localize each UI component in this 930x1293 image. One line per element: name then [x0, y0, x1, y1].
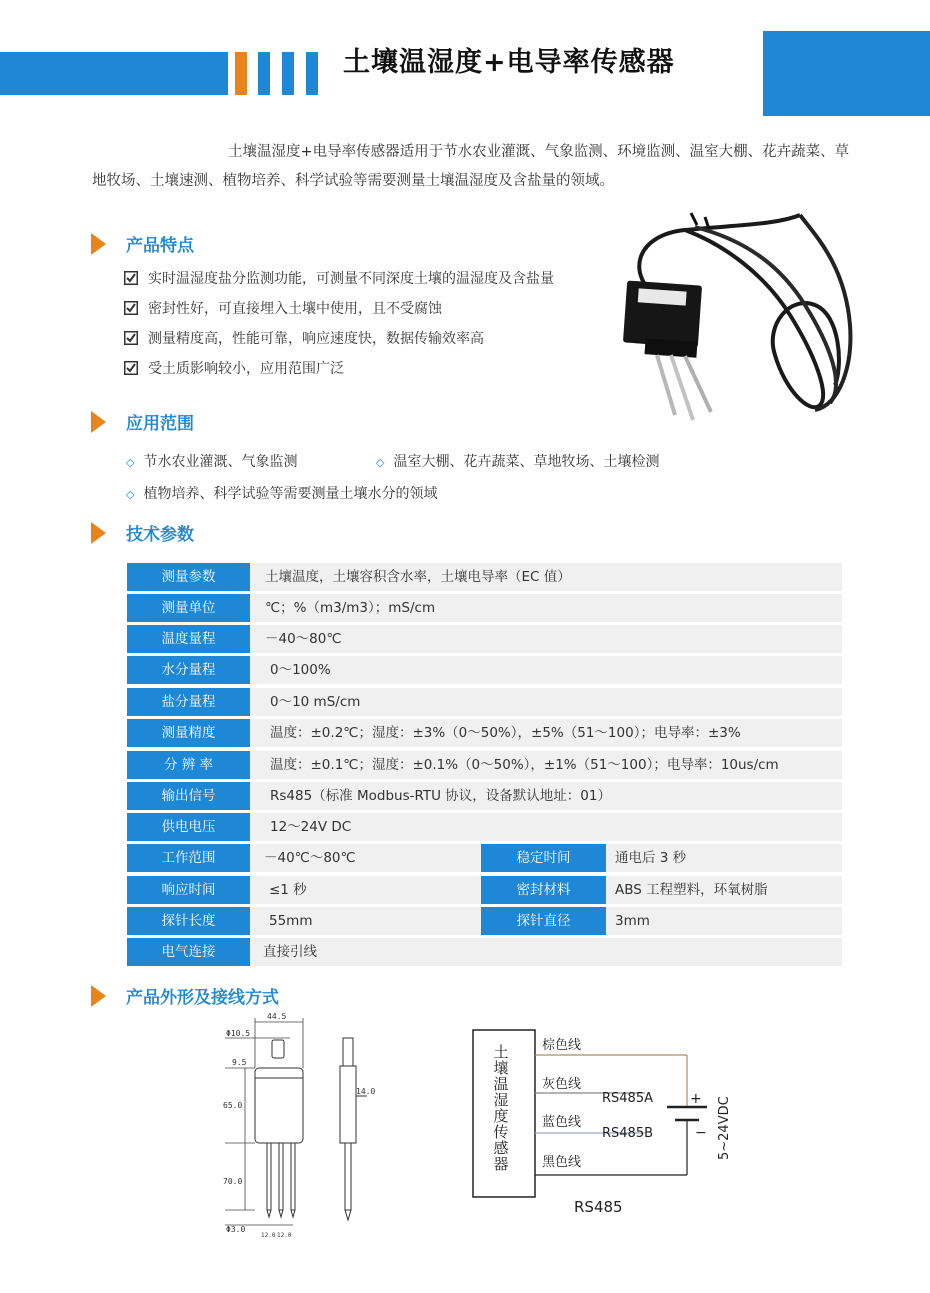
spec-row — [127, 563, 842, 591]
feature-text: 受土质影响较小，应用范围广泛 — [148, 361, 344, 377]
spec-label: 供电电压 — [127, 813, 250, 841]
spec-row — [127, 719, 842, 747]
spec-label: 密封材料 — [481, 876, 606, 904]
spec-value: －40～80℃ — [265, 631, 342, 647]
spec-value: ABS 工程塑料，环氧树脂 — [615, 882, 768, 898]
spec-value: 3mm — [615, 913, 650, 929]
spec-label: 温度量程 — [127, 625, 250, 653]
dim-thickness: 14.0 — [356, 1087, 376, 1096]
page-title: 土壤温湿度+电导率传感器 — [343, 47, 675, 78]
dim-probe: 70.0 — [223, 1177, 243, 1186]
spec-value: Rs485（标准 Modbus-RTU 协议，设备默认地址：01） — [270, 788, 611, 804]
signal-rs485a: RS485A — [602, 1091, 653, 1106]
soil-sensor-photo — [615, 205, 865, 430]
spec-row-split — [127, 907, 842, 935]
section-arrow-icon — [91, 985, 106, 1007]
spec-row — [127, 656, 842, 684]
spec-value: 温度：±0.1℃；湿度：±0.1%（0～50%），±1%（51～100）；电导率：10us/cm — [270, 757, 779, 773]
feature-item — [124, 328, 484, 348]
spec-row — [127, 751, 842, 779]
spec-value: 55mm — [269, 913, 313, 929]
spec-label: 电气连接 — [127, 938, 250, 966]
section-title: 产品外形及接线方式 — [126, 988, 279, 1008]
diamond-bullet-icon: ◇ — [376, 456, 385, 469]
section-wiring — [91, 983, 351, 1011]
spec-value: 12～24V DC — [270, 819, 352, 835]
spec-row — [127, 938, 842, 966]
spec-row — [127, 813, 842, 841]
dim-spacing-2: 12.0 — [277, 1232, 292, 1239]
feature-item — [124, 358, 344, 378]
dim-cable-dia: Φ10.5 — [226, 1029, 251, 1038]
spec-label: 探针长度 — [127, 907, 250, 935]
feature-text: 实时温湿度盐分监测功能，可测量不同深度土壤的温湿度及含盐量 — [148, 271, 554, 287]
application-text: 植物培养、科学试验等需要测量土壤水分的领域 — [143, 486, 438, 502]
dim-body: 65.0 — [223, 1101, 243, 1110]
wiring-caption: RS485 — [574, 1198, 623, 1216]
spec-value: 直接引线 — [263, 944, 317, 960]
spec-value: －40℃～80℃ — [264, 850, 356, 866]
intro-paragraph: 土壤温湿度+电导率传感器适用于节水农业灌溉、气象监测、环境监测、温室大棚、花卉蔬菜、草地牧场、土壤速测、植物培养、科学试验等需要测量土壤温湿度及含盐量的领域。 — [92, 144, 850, 189]
spec-value: 温度：±0.2℃；湿度：±3%（0～50%），±5%（51～100）；电导率：±3% — [270, 725, 741, 741]
spec-label: 测量精度 — [127, 719, 250, 747]
section-features — [91, 231, 291, 259]
wire-label-black: 黑色线 — [542, 1155, 582, 1170]
spec-value: 0～100% — [270, 662, 331, 678]
feature-text: 测量精度高，性能可靠，响应速度快，数据传输效率高 — [148, 331, 484, 347]
spec-value: 土壤温度，土壤容积含水率，土壤电导率（EC 值） — [265, 569, 571, 585]
spec-value: ≤1 秒 — [269, 882, 307, 898]
application-text: 节水农业灌溉、气象监测 — [143, 454, 298, 470]
checked-box-icon — [124, 301, 138, 315]
application-text: 温室大棚、花卉蔬菜、草地牧场、土壤检测 — [393, 454, 660, 470]
spec-label: 稳定时间 — [481, 844, 606, 872]
application-item — [126, 483, 437, 503]
spec-label: 工作范围 — [127, 844, 250, 872]
power-minus-sign: − — [695, 1125, 707, 1141]
spec-value: 0～10 mS/cm — [270, 694, 361, 710]
spec-row — [127, 782, 842, 810]
signal-rs485b: RS485B — [602, 1126, 654, 1141]
section-specs — [91, 520, 291, 548]
header-band-right — [763, 31, 930, 116]
dim-neck: 9.5 — [232, 1058, 247, 1067]
section-title: 技术参数 — [126, 525, 194, 545]
application-item — [376, 451, 659, 471]
power-voltage: 5~24VDC — [717, 1096, 732, 1160]
header-band-left — [0, 52, 228, 95]
header-stripe-orange — [235, 52, 247, 95]
header-stripe-blue-1 — [258, 52, 270, 95]
section-arrow-icon — [91, 411, 106, 433]
spec-value: ℃；%（m3/m3）；mS/cm — [265, 600, 436, 616]
header-stripe-blue-2 — [282, 52, 294, 95]
spec-value: 通电后 3 秒 — [615, 850, 687, 866]
dim-width: 44.5 — [267, 1012, 287, 1021]
header-stripe-blue-3 — [306, 52, 318, 95]
section-arrow-icon — [91, 233, 106, 255]
sensor-vertical-label: 土壤温湿度传感器 — [493, 1043, 509, 1173]
wire-label-blue: 蓝色线 — [542, 1115, 582, 1130]
power-plus-sign: + — [690, 1091, 702, 1107]
spec-label: 探针直径 — [481, 907, 606, 935]
checked-box-icon — [124, 271, 138, 285]
wire-label-brown: 棕色线 — [542, 1038, 582, 1053]
spec-row-split — [127, 876, 842, 904]
section-arrow-icon — [91, 522, 106, 544]
spec-label: 测量参数 — [127, 563, 250, 591]
checked-box-icon — [124, 361, 138, 375]
checked-box-icon — [124, 331, 138, 345]
feature-text: 密封性好，可直接埋入土壤中使用，且不受腐蚀 — [148, 301, 442, 317]
spec-row — [127, 625, 842, 653]
spec-label: 盐分量程 — [127, 688, 250, 716]
section-title: 应用范围 — [126, 414, 194, 434]
spec-label: 测量单位 — [127, 594, 250, 622]
spec-label: 响应时间 — [127, 876, 250, 904]
section-title: 产品特点 — [126, 236, 194, 256]
spec-label: 分 辨 率 — [127, 751, 250, 779]
spec-label: 输出信号 — [127, 782, 250, 810]
wire-label-gray: 灰色线 — [542, 1077, 582, 1092]
dimension-drawing — [215, 1010, 385, 1245]
application-item — [126, 451, 297, 471]
diamond-bullet-icon: ◇ — [126, 456, 135, 469]
feature-item — [124, 298, 442, 318]
spec-label: 水分量程 — [127, 656, 250, 684]
dim-spacing: 12.0 — [261, 1232, 276, 1239]
spec-row-split — [127, 844, 842, 872]
dim-probe-dia: Φ3.0 — [226, 1225, 246, 1234]
section-applications — [91, 409, 291, 437]
spec-row — [127, 594, 842, 622]
spec-row — [127, 688, 842, 716]
feature-item — [124, 268, 554, 288]
diamond-bullet-icon: ◇ — [126, 488, 135, 501]
